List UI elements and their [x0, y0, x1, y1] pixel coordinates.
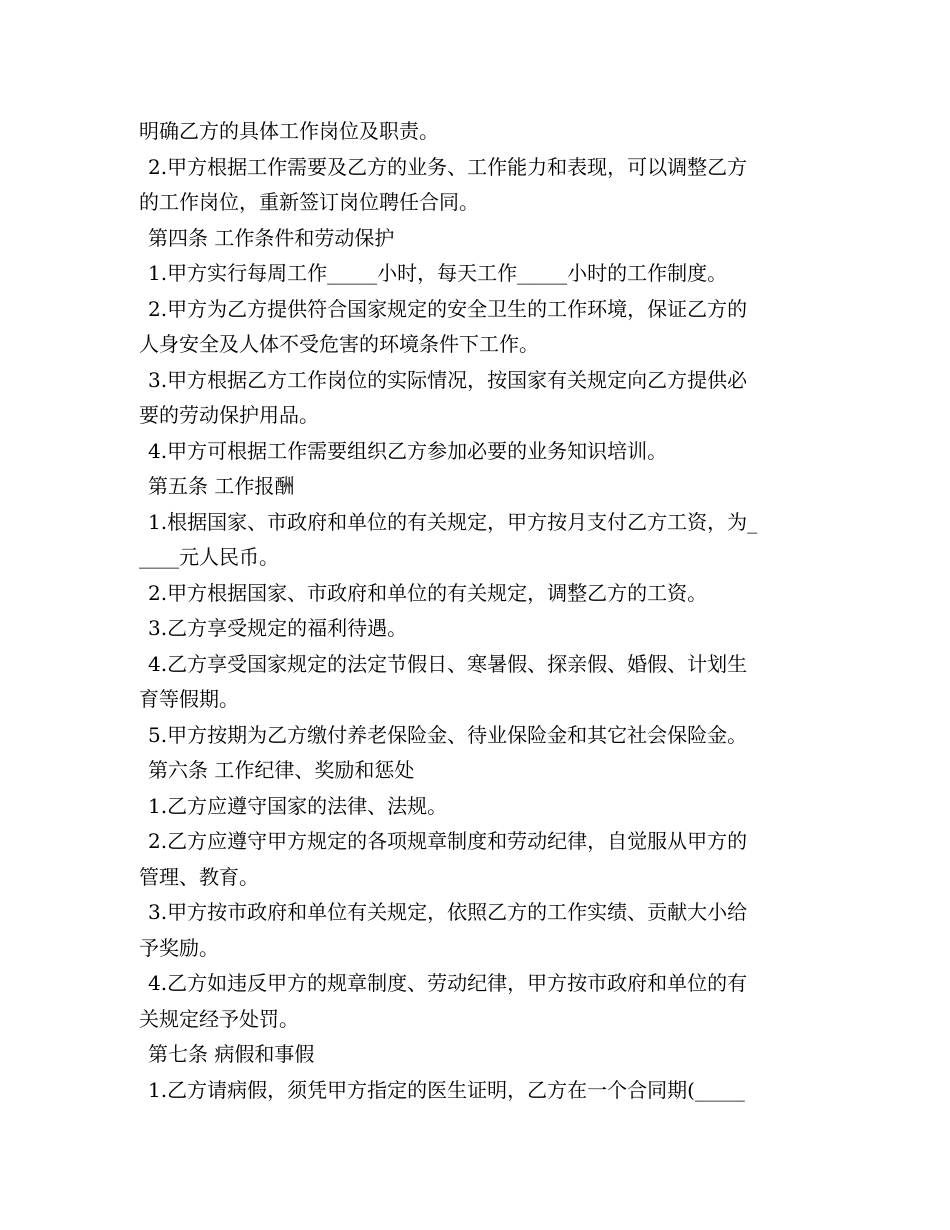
text-line: 2.甲方根据工作需要及乙方的业务、工作能力和表现，可以调整乙方 [148, 154, 748, 179]
text-line: 育等假期。 [139, 687, 239, 711]
text-line: 2.乙方应遵守甲方规定的各项规章制度和劳动纪律，自觉服从甲方的 [148, 829, 748, 853]
text-line: 3.乙方享受规定的福利待遇。 [148, 616, 408, 640]
text-line: 4.乙方享受国家规定的法定节假日、寒暑假、探亲假、婚假、计划生 [148, 651, 748, 676]
text-line: 管理、教育。 [139, 864, 259, 889]
text-line: 明确乙方的具体工作岗位及职责。 [139, 119, 439, 143]
text-line: 要的劳动保护用品。 [139, 403, 319, 427]
text-line: 1.乙方请病假，须凭甲方指定的医生证明，乙方在一个合同期(_____ [148, 1077, 745, 1102]
text-line: ____元人民币。 [139, 545, 279, 569]
text-line: 4.乙方如违反甲方的规章制度、劳动纪律，甲方按市政府和单位的有 [148, 971, 748, 995]
document-page [139, 114, 814, 1108]
text-line: 予奖励。 [139, 935, 219, 960]
text-line: 的工作岗位，重新签订岗位聘任合同。 [139, 190, 479, 214]
section-heading: 第七条 病假和事假 [148, 1042, 315, 1066]
text-line: 1.乙方应遵守国家的法律、法规。 [148, 793, 448, 818]
text-line: 人身安全及人体不受危害的环境条件下工作。 [139, 332, 539, 356]
text-line: 4.甲方可根据工作需要组织乙方参加必要的业务知识培训。 [148, 438, 668, 463]
text-line: 2.甲方根据国家、市政府和单位的有关规定，调整乙方的工资。 [148, 580, 708, 605]
text-line: 1.甲方实行每周工作_____小时，每天工作_____小时的工作制度。 [148, 261, 728, 285]
section-heading: 第四条 工作条件和劳动保护 [148, 225, 395, 250]
text-line: 2.甲方为乙方提供符合国家规定的安全卫生的工作环境，保证乙方的 [148, 296, 748, 321]
text-line: 3.甲方根据乙方工作岗位的实际情况，按国家有关规定向乙方提供必 [148, 367, 748, 392]
section-heading: 第六条 工作纪律、奖励和惩处 [148, 758, 415, 782]
text-line: 关规定经予处罚。 [139, 1006, 299, 1031]
text-line: 5.甲方按期为乙方缴付养老保险金、待业保险金和其它社会保险金。 [148, 722, 748, 747]
section-heading: 第五条 工作报酬 [148, 474, 295, 498]
text-line: 3.甲方按市政府和单位有关规定，依照乙方的工作实绩、贡献大小给 [148, 900, 748, 924]
text-line: 1.根据国家、市政府和单位的有关规定，甲方按月支付乙方工资，为_ [148, 509, 758, 534]
